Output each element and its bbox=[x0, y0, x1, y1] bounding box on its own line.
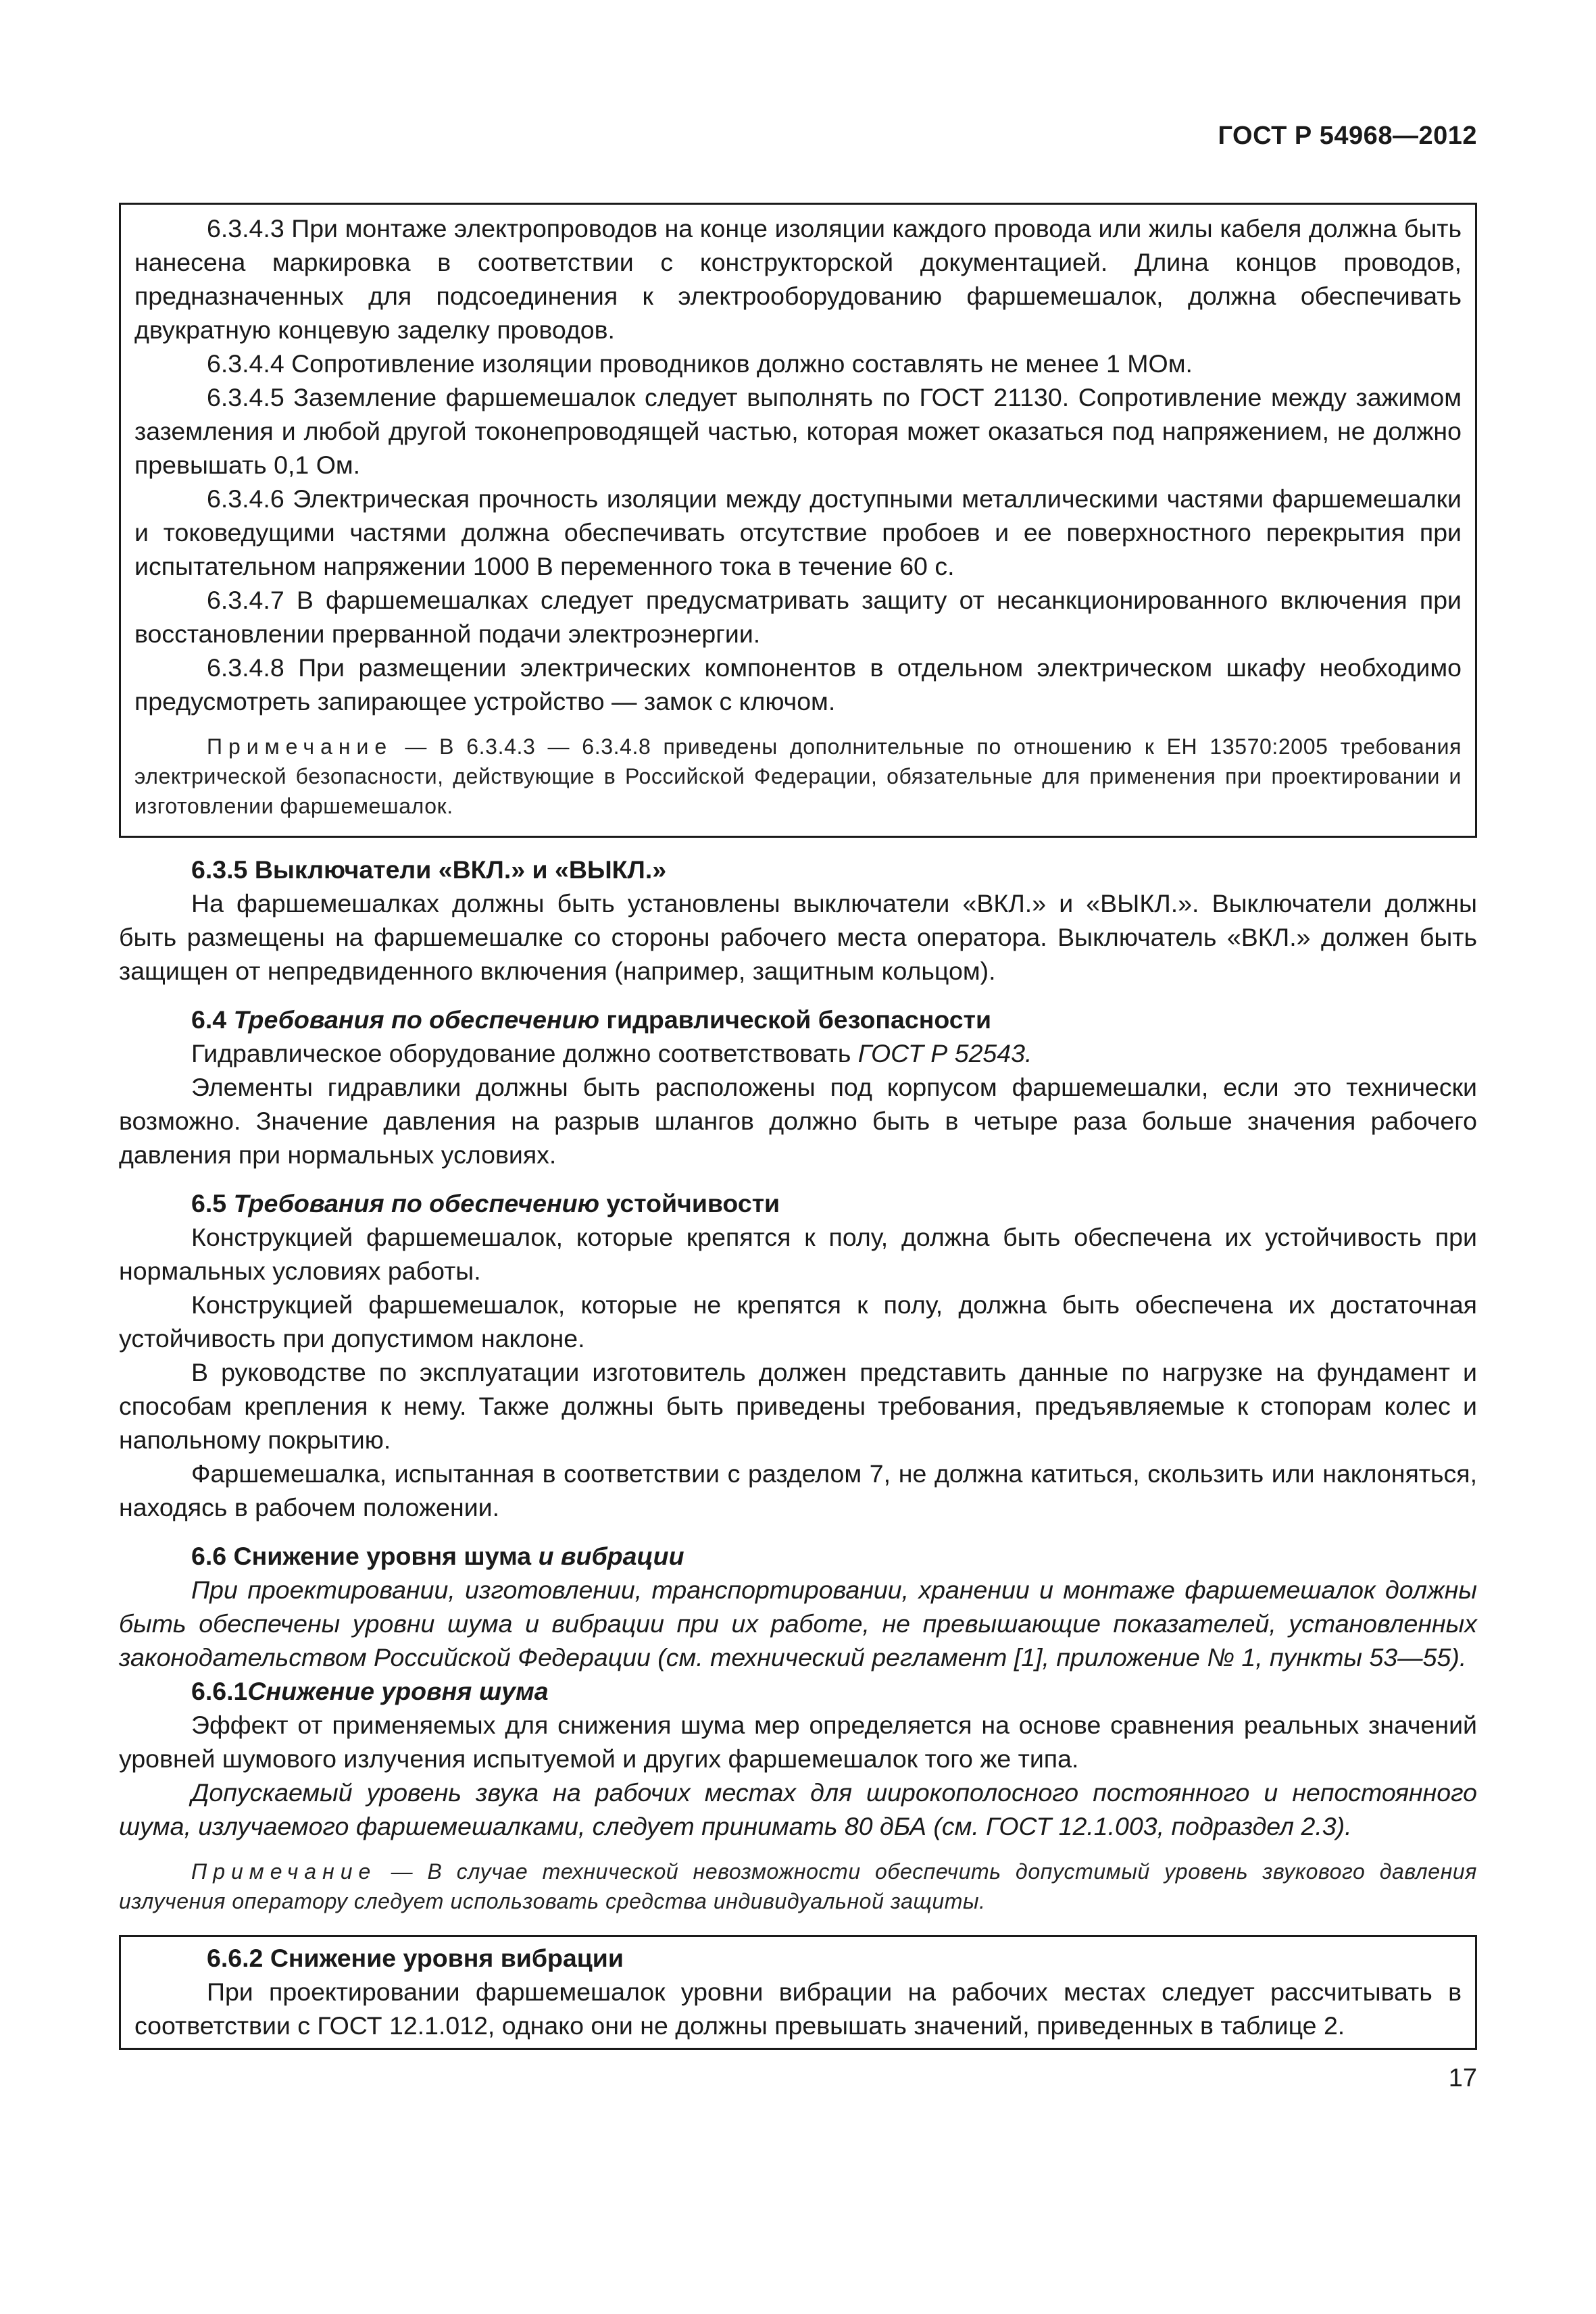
paragraph-6-5-1: Конструкцией фаршемешалок, которые крепятся к полу, должна быть обеспечена их устойчивость при нормальных условиях работы. bbox=[119, 1223, 1477, 1285]
heading-italic-part: и вибрации bbox=[538, 1542, 684, 1570]
heading-num: 6.5 bbox=[191, 1189, 234, 1217]
paragraph-6-3-4-3: 6.3.4.3 При монтаже электропроводов на конце изоляции каждого провода или жилы кабеля должна быть нанесена маркировка в соответствии с конструкторской документацией. Длина концов проводов, предназначенных для подсоединения к электрооборудованию фаршемешалок, должна обеспечивать двукратную концевую заделку проводов. bbox=[134, 214, 1462, 344]
paragraph-6-4-1 bbox=[119, 1036, 1477, 1070]
paragraph-6-6-1: При проектировании, изготовлении, транспортировании, хранении и монтаже фаршемешалок должны быть обеспечены уровни шума и вибрации при их работе, не превышающие показателей, установленных законодательством Российской Федерации (см. технический регламент [1], приложение № 1, пункты 53—55). bbox=[119, 1576, 1477, 1671]
heading-6-3-5: 6.3.5 Выключатели «ВКЛ.» и «ВЫКЛ.» bbox=[191, 855, 667, 884]
paragraph-6-5-3: В руководстве по эксплуатации изготовитель должен представить данные по нагрузке на фундамент и способам крепления к нему. Также должны быть приведены требования, предъявляемые к стопорам колес и напольному покрытию. bbox=[119, 1358, 1477, 1454]
paragraph-6-5-4: Фаршемешалка, испытанная в соответствии с разделом 7, не должна катиться, скользить или наклоняться, находясь в рабочем положении. bbox=[119, 1459, 1477, 1521]
heading-italic-part: Требования по обеспечению bbox=[233, 1189, 600, 1217]
heading-6-6-2: 6.6.2 Снижение уровня вибрации bbox=[207, 1944, 624, 1972]
bordered-block-vibration bbox=[119, 1935, 1477, 2050]
page-number: 17 bbox=[1448, 2064, 1477, 2092]
paragraph-6-3-5: На фаршемешалках должны быть установлены выключатели «ВКЛ.» и «ВЫКЛ.». Выключатели должны быть размещены на фаршемешалке со стороны рабочего места оператора. Выключатель «ВКЛ.» должен быть защищен от непредвиденного включения (например, защитным кольцом). bbox=[119, 889, 1477, 985]
paragraph-6-6-1-a: Эффект от применяемых для снижения шума мер определяется на основе сравнения реальных значений уровней шумового излучения испытуемой и других фаршемешалок того же типа. bbox=[119, 1711, 1477, 1773]
note-electrical bbox=[134, 732, 1462, 821]
heading-6-5 bbox=[119, 1186, 1477, 1220]
paragraph-text: Гидравлическое оборудование должно соответствовать bbox=[191, 1039, 858, 1067]
paragraph-6-4-2: Элементы гидравлики должны быть расположены под корпусом фаршемешалки, если это технически возможно. Значение давления на разрыв шлангов должно быть в четыре раза больше значения рабочего давления при нормальных условиях. bbox=[119, 1073, 1477, 1169]
note-text: — В случае технической невозможности обеспечить допустимый уровень звукового давления излучения оператору следует использовать средства индивидуальной защиты. bbox=[119, 1859, 1477, 1913]
heading-rest: гидравлической безопасности bbox=[599, 1005, 992, 1034]
heading-italic-part: Требования по обеспечению bbox=[233, 1005, 600, 1034]
paragraph-6-3-4-8: 6.3.4.8 При размещении электрических компонентов в отдельном электрическом шкафу необходимо предусмотреть запирающее устройство — замок с ключом. bbox=[134, 653, 1462, 715]
page-content bbox=[119, 203, 1477, 2050]
standard-reference: ГОСТ Р 52543. bbox=[857, 1039, 1032, 1067]
bordered-block-electrical bbox=[119, 203, 1477, 838]
heading-6-4 bbox=[119, 1003, 1477, 1036]
paragraph-6-6-1-b: Допускаемый уровень звука на рабочих местах для широкополосного постоянного и непостоянного шума, излучаемого фаршемешалками, следует принимать 80 дБА (см. ГОСТ 12.1.003, подраздел 2.3). bbox=[119, 1778, 1477, 1840]
note-noise bbox=[119, 1857, 1477, 1916]
subheading-title: Снижение уровня шума bbox=[247, 1677, 549, 1705]
heading-rest: 6.6 Снижение уровня шума bbox=[191, 1542, 539, 1570]
note-label: Примечание bbox=[207, 734, 393, 759]
heading-6-6 bbox=[119, 1539, 1477, 1573]
paragraph-6-3-4-6: 6.3.4.6 Электрическая прочность изоляции между доступными металлическими частями фаршемешалки и токоведущими частями должна обеспечивать отсутствие пробоев и ее поверхностного перекрытия при испытательном напряжении 1000 В переменного тока в течение 60 с. bbox=[134, 484, 1462, 580]
heading-6-6-1 bbox=[119, 1674, 1477, 1708]
subheading-num: 6.6.1 bbox=[191, 1677, 248, 1705]
paragraph-6-3-4-7: 6.3.4.7 В фаршемешалках следует предусматривать защиту от несанкционированного включения при восстановлении прерванной подачи электроэнергии. bbox=[134, 586, 1462, 648]
paragraph-6-3-4-5: 6.3.4.5 Заземление фаршемешалок следует выполнять по ГОСТ 21130. Сопротивление между зажимом заземления и любой другой токонепроводящей частью, которая может оказаться под напряжением, не должно превышать 0,1 Ом. bbox=[134, 383, 1462, 479]
heading-num: 6.4 bbox=[191, 1005, 234, 1034]
document-id: ГОСТ Р 54968—2012 bbox=[1218, 122, 1477, 150]
note-label: Примечание bbox=[191, 1859, 377, 1884]
paragraph-6-5-2: Конструкцией фаршемешалок, которые не крепятся к полу, должна быть обеспечена их достаточная устойчивость при допустимом наклоне. bbox=[119, 1290, 1477, 1353]
paragraph-6-6-2: При проектировании фаршемешалок уровни вибрации на рабочих местах следует рассчитывать в соответствии с ГОСТ 12.1.012, однако они не должны превышать значений, приведенных в таблице 2. bbox=[134, 1978, 1462, 2040]
paragraph-6-3-4-4: 6.3.4.4 Сопротивление изоляции проводников должно составлять не менее 1 МОм. bbox=[207, 349, 1193, 378]
note-text: — В 6.3.4.3 — 6.3.4.8 приведены дополнительные по отношению к ЕН 13570:2005 требования электрической безопасности, действующие в Российской Федерации, обязательные для применения при проектировании и изготовлении фаршемешалок. bbox=[134, 734, 1462, 818]
heading-rest: устойчивости bbox=[599, 1189, 780, 1217]
